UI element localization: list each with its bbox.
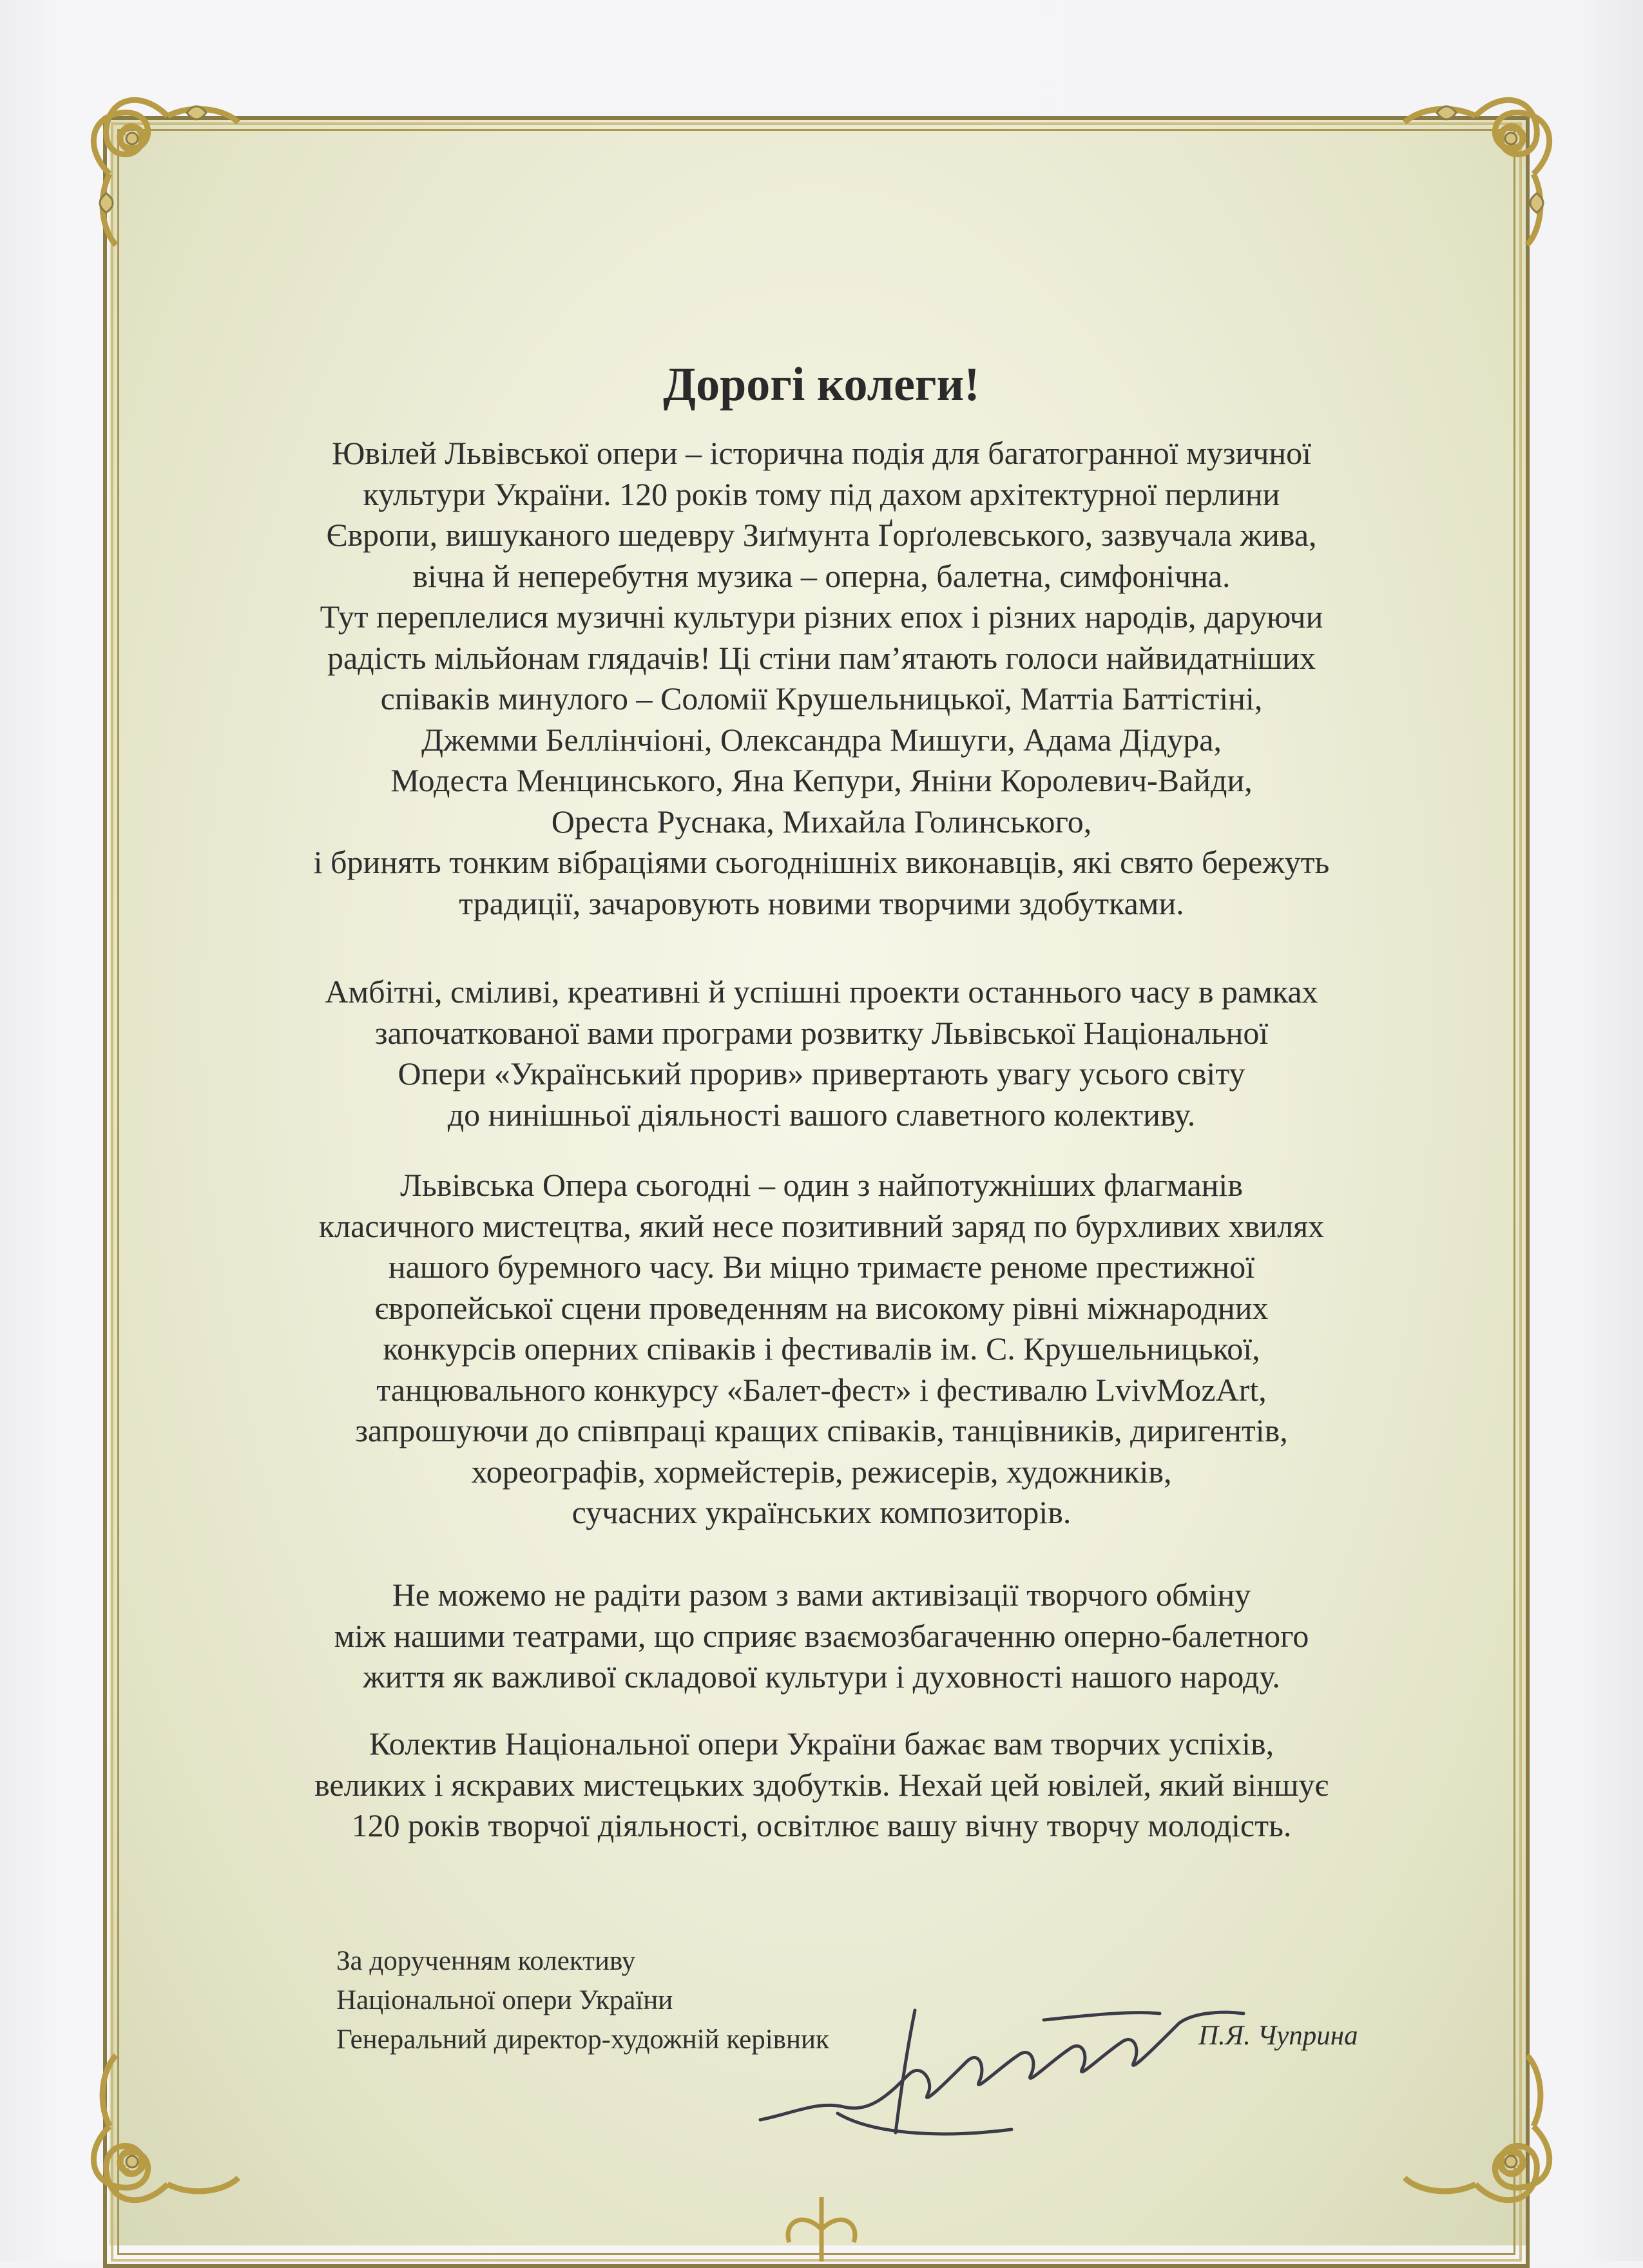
text-line: Модеста Менцинського, Яна Кепури, Яніни Королевич-Вайди, xyxy=(390,762,1253,798)
text-line: нашого буремного часу. Ви міцно тримаєте реноме престижної xyxy=(388,1249,1255,1285)
text-line: культури України. 120 років тому під дахом архітектурної перлини xyxy=(363,476,1280,512)
corner-ornament-bottom-left xyxy=(71,2030,264,2223)
text-line: запрошуючи до співпраці кращих співаків, танцівників, диригентів, xyxy=(355,1412,1288,1448)
text-line: і бринять тонким вібраціями сьогоднішніх виконавців, які свято бережуть xyxy=(313,844,1330,880)
paragraph-3 xyxy=(213,1165,1430,1533)
text-line: сучасних українських композиторів. xyxy=(572,1494,1071,1530)
paragraph-4 xyxy=(213,1575,1430,1698)
text-line: вічна й неперебутня музика – оперна, балетна, симфонічна. xyxy=(412,557,1231,594)
bottom-center-ornament xyxy=(757,2191,886,2268)
text-line: класичного мистецтва, який несе позитивний заряд по бурхливих хвилях xyxy=(318,1207,1325,1244)
text-line: танцювального конкурсу «Балет-фест» і фестивалю LvivMozArt, xyxy=(376,1371,1267,1408)
text-line: Амбітні, сміливі, креативні й успішні проекти останнього часу в рамках xyxy=(325,974,1318,1010)
text-line: європейської сцени проведенням на високому рівні міжнародних xyxy=(374,1289,1269,1326)
closing-line: Генеральний директор-художній керівник xyxy=(336,2024,829,2055)
text-line: між нашими театрами, що сприяє взаємозбагаченню оперно-балетного xyxy=(334,1617,1309,1654)
text-line: Ореста Руснака, Михайла Голинського, xyxy=(551,803,1092,840)
text-line: хореографів, хормейстерів, режисерів, художників, xyxy=(471,1453,1172,1490)
paragraph-1 xyxy=(213,433,1430,924)
text-line: конкурсів оперних співаків і фестивалів ім. С. Крушельницької, xyxy=(383,1331,1260,1367)
text-line: Джемми Беллінчіоні, Олександра Мишуги, Адама Дідура, xyxy=(421,721,1222,758)
corner-ornament-top-left xyxy=(71,77,264,271)
text-line: започаткованої вами програми розвитку Львівської Національної xyxy=(374,1014,1269,1051)
paragraph-2 xyxy=(213,972,1430,1135)
text-line: до нинішньої діяльності вашого славетного колективу. xyxy=(447,1096,1196,1133)
text-line: радість мільйонам глядачів! Ці стіни пам’ятають голоси найвидатніших xyxy=(327,639,1316,676)
letter-title: Дорогі колеги! xyxy=(663,358,980,411)
text-line: Опери «Український прорив» привертають увагу усього світу xyxy=(398,1055,1245,1091)
text-line: 120 років творчої діяльності, освітлює вашу вічну творчу молодість. xyxy=(351,1807,1292,1843)
closing-line: За дорученням колективу xyxy=(336,1946,636,1976)
closing-line: Національної опери України xyxy=(336,1985,673,2015)
corner-ornament-top-right xyxy=(1379,77,1572,271)
text-line: життя як важливої складової культури і духовності нашого народу. xyxy=(363,1658,1280,1695)
text-line: співаків минулого – Соломії Крушельницької, Маттіа Баттістіні, xyxy=(380,680,1263,716)
text-line: традиції, зачаровують новими творчими здобутками. xyxy=(459,885,1184,921)
paragraph-5 xyxy=(213,1724,1430,1847)
text-line: Тут переплелися музичні культури різних епох і різних народів, даруючи xyxy=(320,599,1323,635)
text-line: Львівська Опера сьогодні – один з найпотужніших флагманів xyxy=(400,1167,1243,1203)
text-line: Колектив Національної опери України бажає вам творчих успіхів, xyxy=(369,1725,1274,1762)
text-line: великих і яскравих мистецьких здобутків. Нехай цей ювілей, який віншує xyxy=(314,1766,1329,1803)
text-line: Європи, вишуканого шедевру Зиґмунта Ґорґолевського, зазвучала жива, xyxy=(326,517,1317,553)
signer-name: П.Я. Чуприна xyxy=(1198,2021,1358,2051)
corner-ornament-bottom-right xyxy=(1379,2030,1572,2223)
handwritten-signature xyxy=(741,1984,1321,2152)
text-line: Ювілей Львівської опери – історична подія для багатогранної музичної xyxy=(331,435,1312,471)
text-line: Не можемо не радіти разом з вами активізації творчого обміну xyxy=(392,1577,1251,1613)
